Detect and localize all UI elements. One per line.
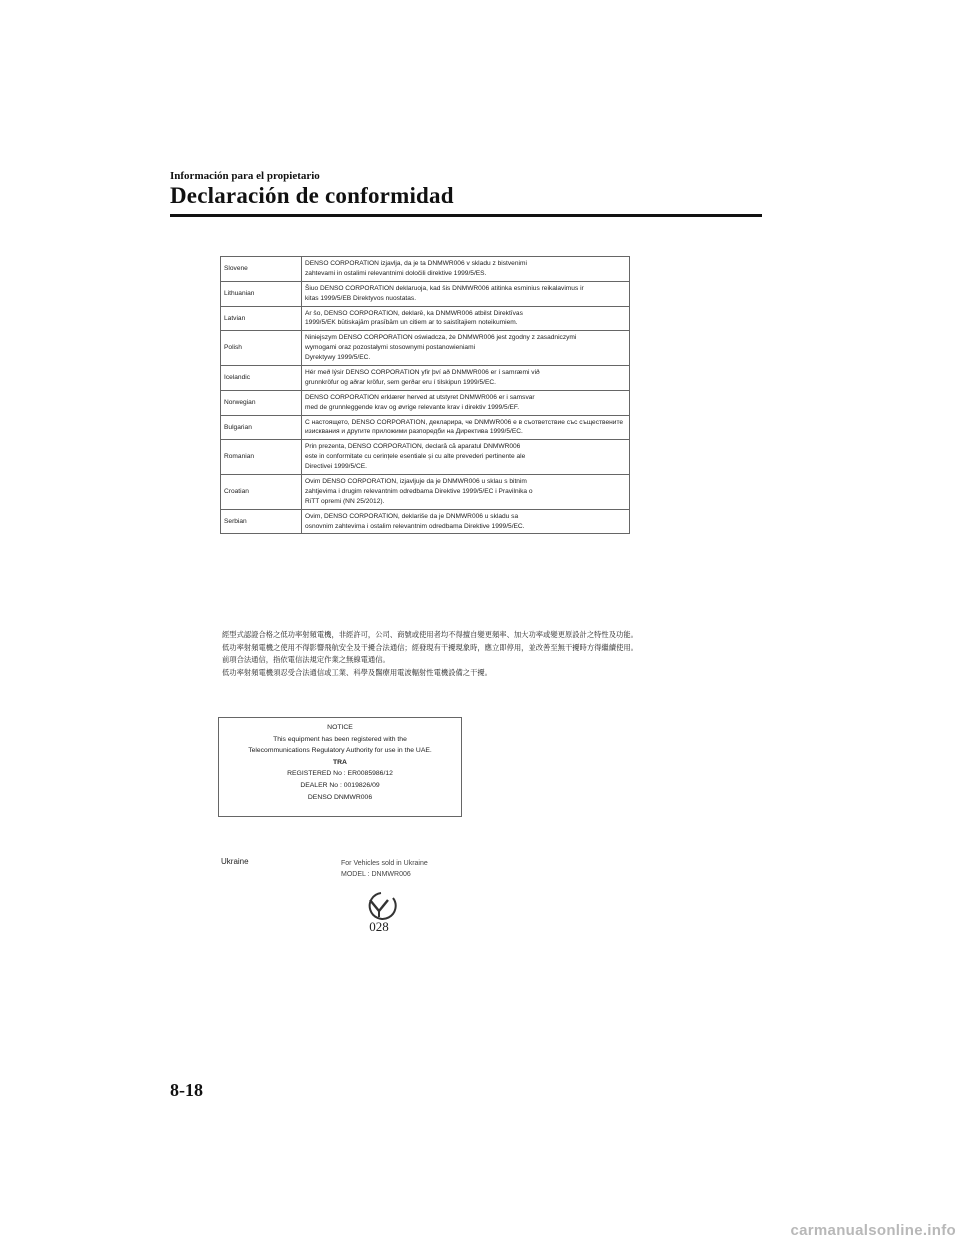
declaration-table-body — [221, 257, 630, 534]
declaration-row — [221, 331, 630, 366]
declaration-row — [221, 440, 630, 475]
declaration-text — [302, 475, 630, 510]
declaration-line: Hér með lýsir DENSO CORPORATION yfir því að DNMWR006 er í samræmi við — [305, 369, 540, 377]
declaration-line: Ovim, DENSO CORPORATION, deklariše da je DNMWR006 u skladu sa — [305, 512, 519, 520]
uae-notice-tra: TRA — [333, 758, 347, 766]
uae-notice-box — [218, 717, 462, 817]
declaration-language: Slovene — [221, 257, 302, 282]
declaration-text — [302, 306, 630, 331]
declaration-language: Lithuanian — [221, 281, 302, 306]
taiwan-notice — [222, 629, 722, 679]
declaration-line: grunnkröfur og aðrar kröfur, sem gerðar eru í tilskipun 1999/5/EC. — [305, 378, 496, 386]
declaration-row — [221, 306, 630, 331]
declaration-table — [220, 256, 630, 534]
declaration-line: Directivei 1999/5/CE. — [305, 463, 367, 471]
declaration-line: zahtevami in ostalimi relevantnimi določili direktive 1999/5/ES. — [305, 269, 487, 277]
ukraine-line: For Vehicles sold in Ukraine — [341, 860, 428, 867]
declaration-line: изисквания и другите приложими разпоредби на Директива 1999/5/ЕС. — [305, 428, 523, 436]
declaration-line: Ar šo, DENSO CORPORATION, deklarē, ka DNMWR006 atbilst Direktīvas — [305, 309, 523, 317]
declaration-line: DENSO CORPORATION izjavlja, da je ta DNMWR006 v skladu z bistvenimi — [305, 260, 527, 267]
declaration-line: este in conformitate cu cerințele esentiale și cu alte prevederi pertinente ale — [305, 453, 526, 461]
ukraine-label: Ukraine — [221, 857, 249, 866]
ukraine-text — [341, 859, 428, 880]
declaration-row — [221, 257, 630, 282]
ukraine-mark-number: 028 — [369, 919, 389, 934]
declaration-row — [221, 415, 630, 440]
taiwan-notice-line: 前項合法通信，指依電信法規定作業之無線電通信。 — [222, 655, 390, 664]
section-label: Información para el propietario — [170, 170, 320, 182]
declaration-language: Croatian — [221, 475, 302, 510]
declaration-line: wymogami oraz pozostałymi stosownymi postanowieniami — [305, 344, 476, 352]
declaration-text — [302, 281, 630, 306]
declaration-line: kitas 1999/5/EB Direktyvos nuostatas. — [305, 294, 417, 302]
declaration-text — [302, 366, 630, 391]
taiwan-notice-line: 低功率射頻電機之使用不得影響飛航安全及干擾合法通信；經發現有干擾現象時，應立即停用，並改善至無干擾時方得繼續使用。 — [222, 642, 638, 652]
watermark: carmanualsonline.info — [790, 1222, 956, 1239]
declaration-text — [302, 257, 630, 282]
uae-notice-line: Telecommunications Regulatory Authority for use in the UAE. — [248, 747, 432, 755]
declaration-row — [221, 509, 630, 534]
declaration-text — [302, 390, 630, 415]
declaration-line: osnovnim zahtevima i ostalim relevantnim odredbama Direktive 1999/5/EC. — [305, 522, 525, 530]
ukraine-model: MODEL : DNMWR006 — [341, 870, 411, 878]
declaration-line: 1999/5/EK būtiskajām prasībām un citiem ar to saistītajiem noteikumiem. — [305, 319, 518, 327]
declaration-language: Serbian — [221, 509, 302, 534]
declaration-language: Norwegian — [221, 390, 302, 415]
declaration-row — [221, 366, 630, 391]
declaration-language: Latvian — [221, 306, 302, 331]
declaration-line: Šiuo DENSO CORPORATION deklaruoja, kad šis DNMWR006 atitinka esminius reikalavimus ir — [305, 284, 584, 292]
taiwan-notice-line: 低功率射頻電機須忍受合法通信或工業、科學及醫療用電波輻射性電機設備之干擾。 — [222, 667, 492, 677]
declaration-text — [302, 509, 630, 534]
declaration-text — [302, 331, 630, 366]
declaration-row — [221, 281, 630, 306]
declaration-line: Dyrektywy 1999/5/EC. — [305, 354, 371, 362]
declaration-line: RiTT opremi (NN 25/2012). — [305, 497, 385, 505]
declaration-text — [302, 415, 630, 440]
uae-dealer-no: DEALER No : 0019826/09 — [300, 781, 380, 789]
declaration-text — [302, 440, 630, 475]
uae-notice-heading: NOTICE — [327, 724, 353, 731]
uae-model: DENSO DNMWR006 — [307, 793, 373, 801]
taiwan-notice-line: 經型式認證合格之低功率射頻電機，非經許可，公司、商號或使用者均不得擅自變更頻率、加大功率或變更原設計之特性及功能。 — [222, 630, 638, 639]
declaration-line: С настоящето, DENSO CORPORATION, декларира, че DNMWR006 е в съответствие със съществените — [305, 418, 624, 426]
declaration-line: Prin prezenta, DENSO CORPORATION, declară că aparatul DNMWR006 — [305, 443, 521, 451]
declaration-language: Icelandic — [221, 366, 302, 391]
ukraine-conformity-mark-icon — [359, 890, 399, 920]
title-rule — [170, 214, 762, 217]
declaration-line: zahtjevima i drugim relevantnim odredbama Direktive 1999/5/EC i Pravilnika o — [305, 487, 533, 495]
declaration-row — [221, 390, 630, 415]
declaration-row — [221, 475, 630, 510]
declaration-line: med de grunnleggende krav og øvrige relevante krav i direktiv 1999/5/EF. — [305, 403, 520, 411]
page-title: Declaración de conformidad — [170, 183, 454, 208]
page-number: 8-18 — [170, 1080, 203, 1100]
uae-notice-line: This equipment has been registered with the — [273, 735, 407, 743]
declaration-language: Bulgarian — [221, 415, 302, 440]
declaration-line: Ovim DENSO CORPORATION, izjavljuje da je DNMWR006 u sklau s bitnim — [305, 478, 527, 486]
uae-registered-no: REGISTERED No : ER0085986/12 — [287, 770, 393, 778]
declaration-language: Polish — [221, 331, 302, 366]
declaration-language: Romanian — [221, 440, 302, 475]
declaration-line: DENSO CORPORATION erklærer herved at utstyret DNMWR006 er i samsvar — [305, 393, 535, 401]
declaration-line: Niniejszym DENSO CORPORATION oświadcza, że DNMWR006 jest zgodny z zasadniczymi — [305, 334, 577, 342]
